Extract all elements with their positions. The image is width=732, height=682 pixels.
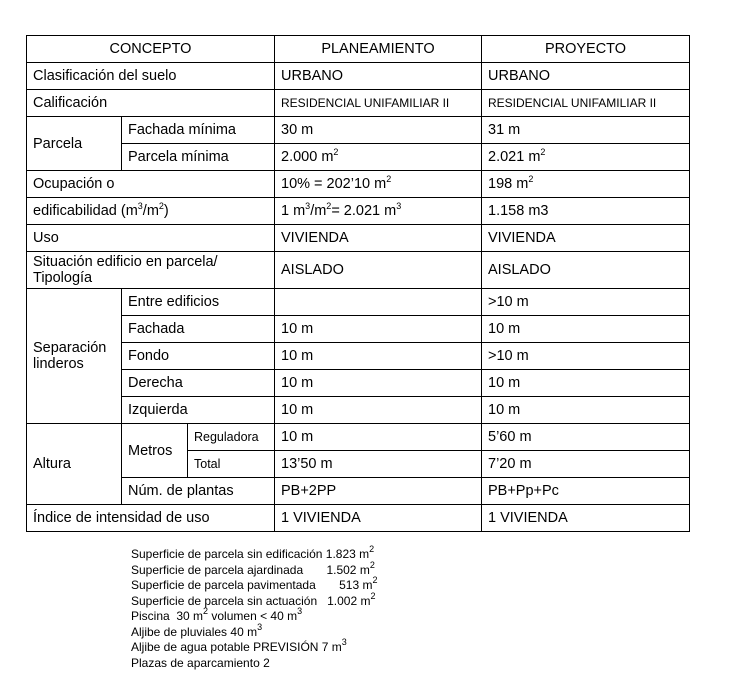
plan-value: 10 m (275, 343, 482, 370)
table-row (27, 370, 690, 397)
plan-value: 2.000 $m^2$ (275, 144, 482, 171)
table-row (27, 316, 690, 343)
row-subgroup-label: Metros (122, 424, 188, 478)
note-line: Superficie de parcela ajardinada 1.502 $m^2$ (131, 559, 375, 577)
row-label: Fondo (122, 343, 275, 370)
row-label: Total (188, 451, 275, 478)
note-line: Plazas de aparcamiento 2 (131, 655, 270, 670)
table-row (27, 225, 690, 252)
note-line: Aljibe de agua potable PREVISIÓN 7 $m^3$ (131, 637, 347, 654)
table-row (27, 397, 690, 424)
plan-value: 13’50 m (275, 451, 482, 478)
table-row (27, 144, 690, 171)
table-row (27, 63, 690, 90)
row-label: Situación edificio en parcela/ Tipología (27, 252, 275, 289)
row-label: Calificación (27, 90, 275, 117)
plan-value: 10 m (275, 424, 482, 451)
row-label: Reguladora (188, 424, 275, 451)
header-concepto: CONCEPTO (27, 36, 275, 63)
table-row (27, 478, 690, 505)
plan-value: VIVIENDA (275, 225, 482, 252)
urban-parameters-table (26, 35, 690, 532)
proy-value: 10 m (482, 370, 690, 397)
plan-value: 10% = 202’10 $m^2$ (275, 171, 482, 198)
plan-value: URBANO (275, 63, 482, 90)
proy-value: 198 $m^2$ (482, 171, 690, 198)
proy-value: 31 m (482, 117, 690, 144)
header-planeamiento: PLANEAMIENTO (275, 36, 482, 63)
table-row (27, 90, 690, 117)
proy-value: 5’60 m (482, 424, 690, 451)
header-row (27, 36, 690, 63)
proy-value: >10 m (482, 343, 690, 370)
proy-value: RESIDENCIAL UNIFAMILIAR II (482, 90, 690, 117)
table-row (27, 505, 690, 532)
plan-value: 10 m (275, 397, 482, 424)
plan-value: RESIDENCIAL UNIFAMILIAR II (275, 90, 482, 117)
row-group-label: Separación linderos (27, 289, 122, 424)
note-line: Superficie de parcela sin actuación 1.002 $m^2$ (131, 590, 376, 608)
row-group-label: Altura (27, 424, 122, 505)
header-proyecto: PROYECTO (482, 36, 690, 63)
plan-value: PB+2PP (275, 478, 482, 505)
plan-value: 30 m (275, 117, 482, 144)
table-row (27, 289, 690, 316)
row-label: edificabilidad $(m^3/m^2)$ (27, 198, 275, 225)
row-label: Índice de intensidad de uso (27, 505, 275, 532)
plan-value: 10 m (275, 370, 482, 397)
proy-value: 1.158 m3 (482, 198, 690, 225)
proy-value: VIVIENDA (482, 225, 690, 252)
row-label: Núm. de plantas (122, 478, 275, 505)
proy-value: 10 m (482, 397, 690, 424)
surface-notes (131, 544, 378, 671)
proy-value: 7’20 m (482, 451, 690, 478)
row-label: Uso (27, 225, 275, 252)
table-row (27, 198, 690, 225)
row-label: Clasificación del suelo (27, 63, 275, 90)
note-line: Aljibe de pluviales 40 $m^3$ (131, 621, 263, 639)
row-label: Parcela mínima (122, 144, 275, 171)
proy-value: URBANO (482, 63, 690, 90)
note-line: Piscina 30 $m^2$ volumen < 40 $m^3$ (131, 606, 303, 623)
table-row (27, 171, 690, 198)
plan-value: 1 VIVIENDA (275, 505, 482, 532)
row-label: Fachada mínima (122, 117, 275, 144)
row-label: Izquierda (122, 397, 275, 424)
plan-value: 10 m (275, 316, 482, 343)
plan-value (275, 289, 482, 316)
note-line: Superficie de parcela sin edificación 1.823 $m^2$ (131, 544, 375, 561)
plan-value: 1 $m^3/m^2= 2.021$ $m^3$ (275, 198, 482, 225)
note-line: Superficie de parcela pavimentada 513 $m^2$ (131, 575, 378, 592)
plan-value: AISLADO (275, 252, 482, 289)
table-row (27, 117, 690, 144)
row-label: Derecha (122, 370, 275, 397)
row-label: Ocupación o (27, 171, 275, 198)
row-group-label: Parcela (27, 117, 122, 171)
table-row (27, 424, 690, 451)
proy-value: 2.021 $m^2$ (482, 144, 690, 171)
proy-value: AISLADO (482, 252, 690, 289)
proy-value: 1 VIVIENDA (482, 505, 690, 532)
proy-value: >10 m (482, 289, 690, 316)
row-label: Entre edificios (122, 289, 275, 316)
table-row (27, 343, 690, 370)
proy-value: 10 m (482, 316, 690, 343)
proy-value: PB+Pp+Pc (482, 478, 690, 505)
table-row (27, 252, 690, 289)
row-label: Fachada (122, 316, 275, 343)
